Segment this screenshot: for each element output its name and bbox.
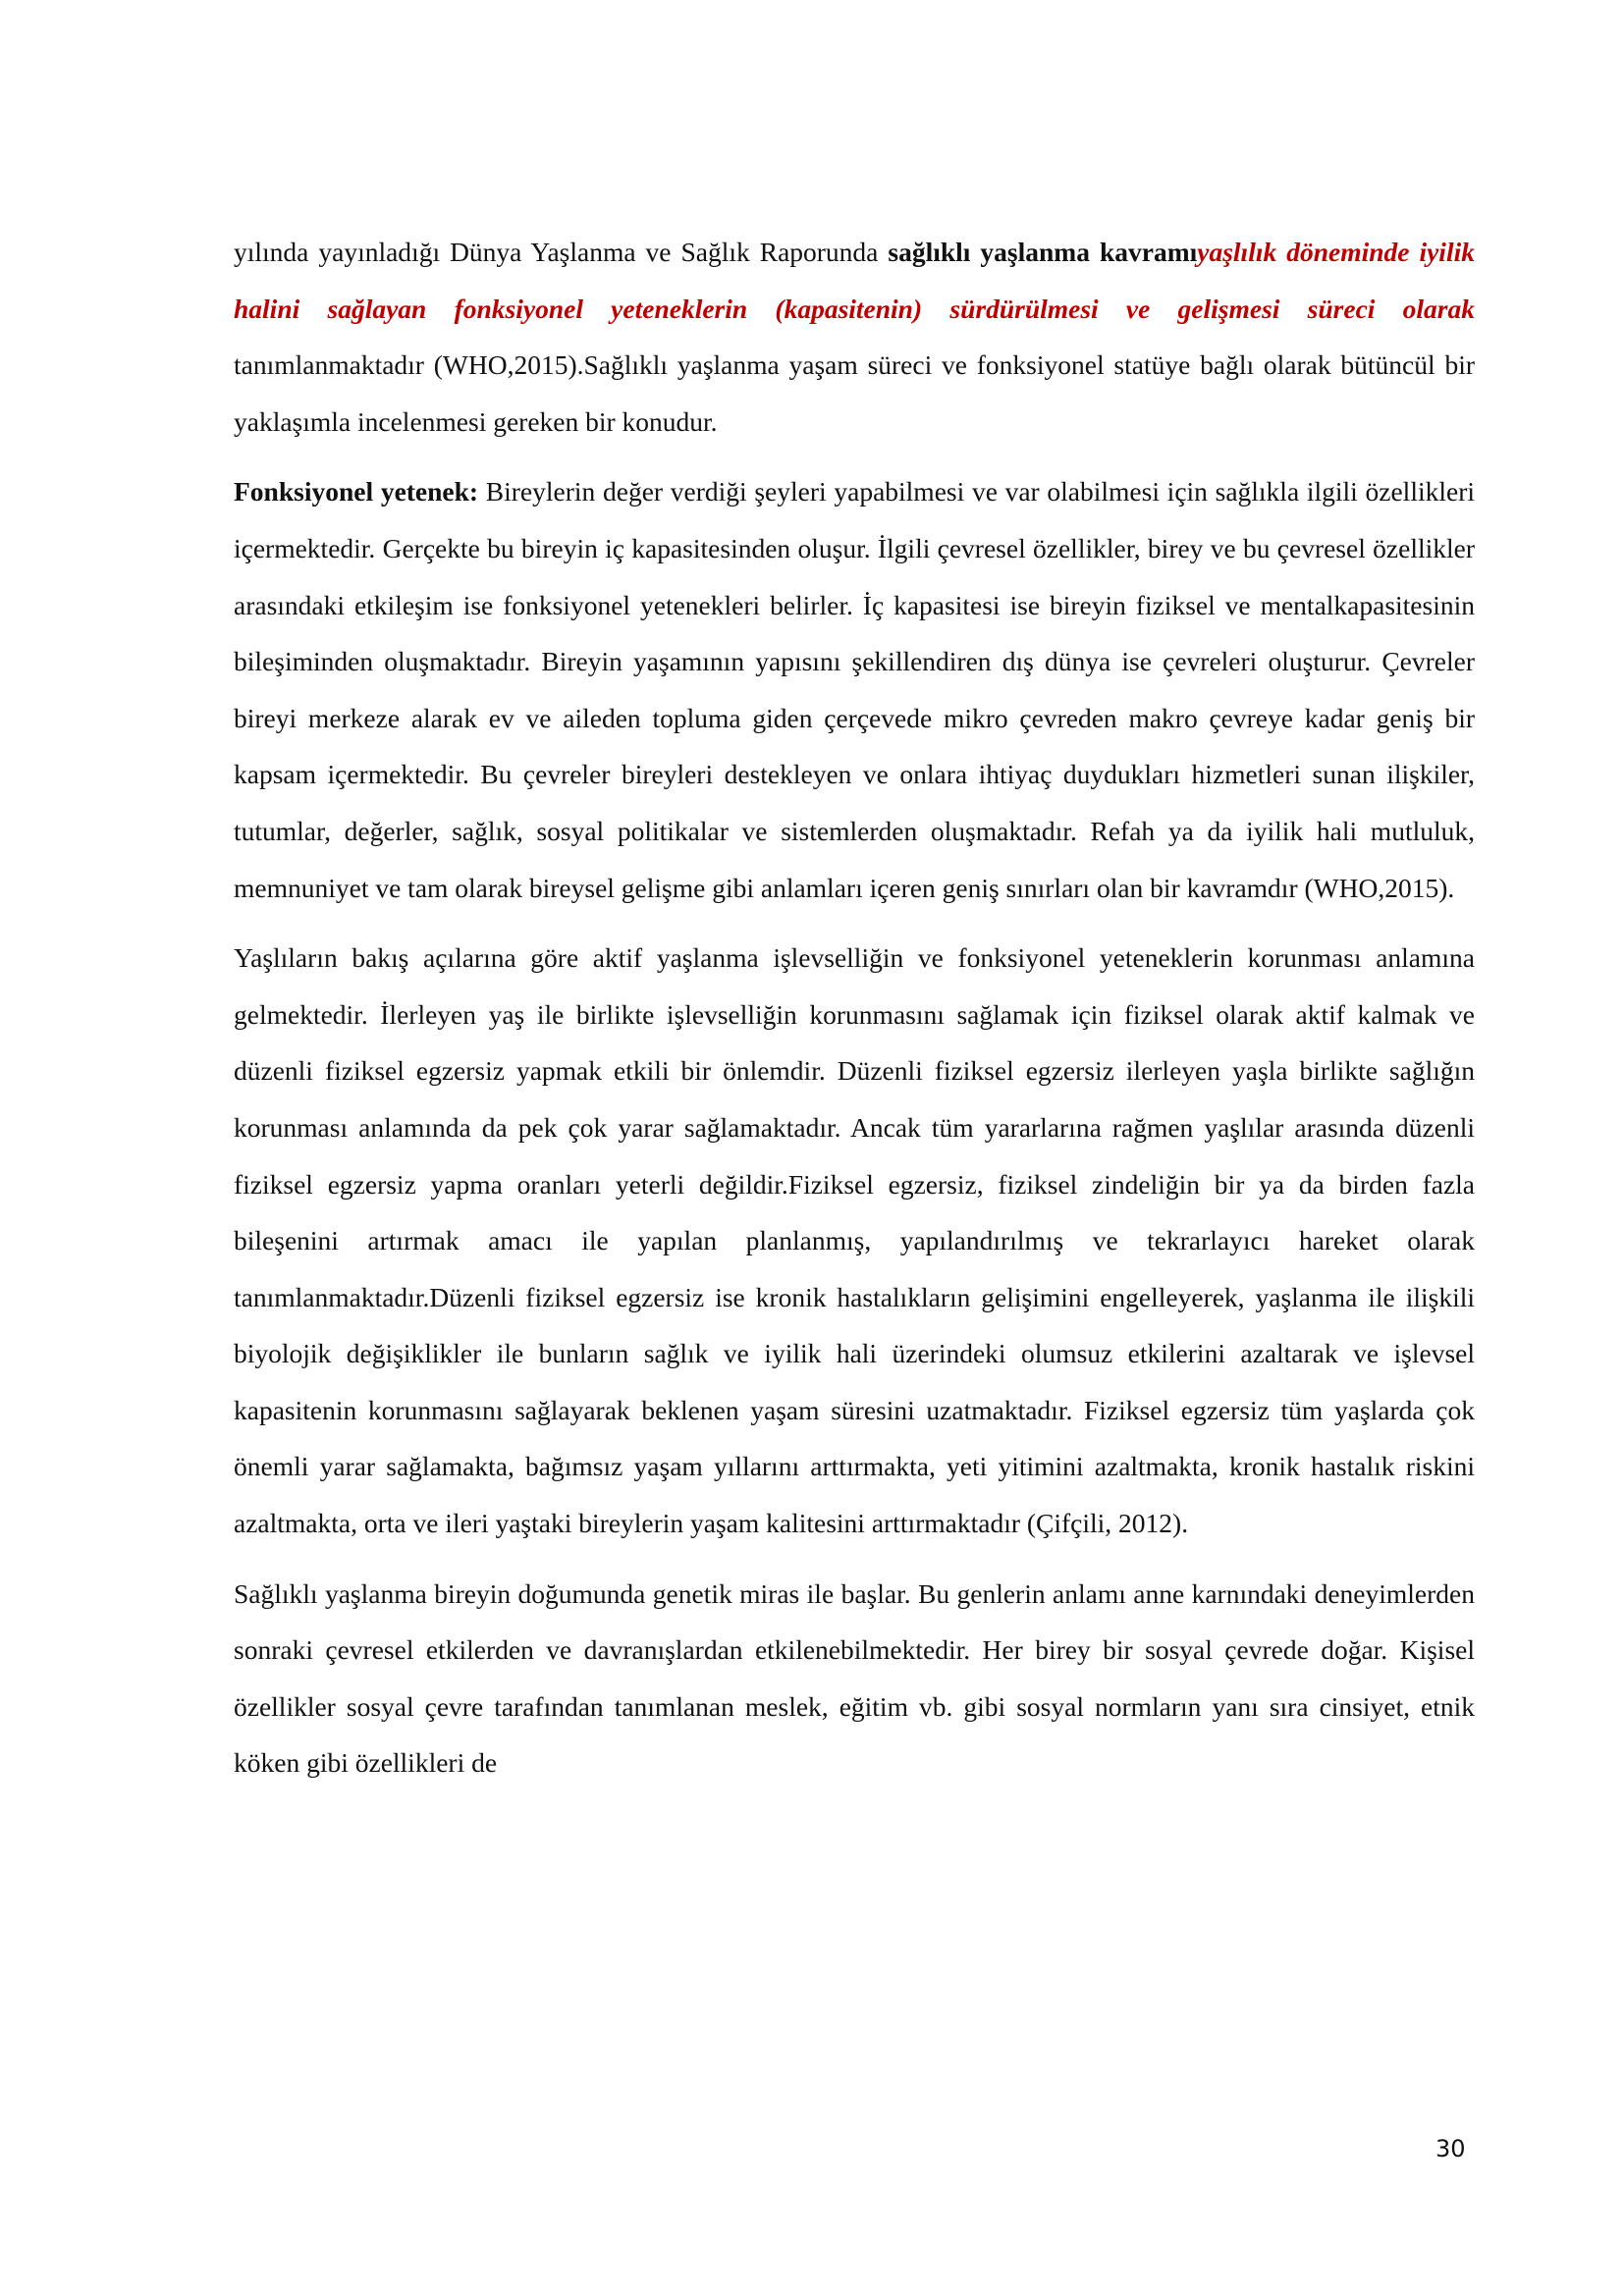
- text-segment: tanımlanmaktadır (WHO,2015).Sağlıklı yaşlanma yaşam süreci ve fonksiyonel statüye bağlı olarak bütüncül bir yaklaşımla incelenmesi gereken bir konudur.: [234, 349, 1475, 437]
- text-segment: Sağlıklı yaşlanma bireyin doğumunda genetik miras ile başlar. Bu genlerin anlamı anne karnındaki deneyimlerden sonraki çevresel etkilerden ve davranışlardan etkilenebilmektedir. Her birey bir sosyal çevrede doğar. Kişisel özellikler sosyal çevre tarafından tanımlanan meslek, eğitim vb. gibi sosyal normların yanı sıra cinsiyet, etnik köken gibi özellikleri de: [234, 1577, 1475, 1779]
- text-segment: Yaşlıların bakış açılarına göre aktif yaşlanma işlevselliğin ve fonksiyonel yeteneklerin korunması anlamına gelmektedir. İlerleyen yaş ile birlikte işlevselliğin korunmasını sağlamak için fiziksel olarak aktif kalmak ve düzenli fiziksel egzersiz yapmak etkili bir önlemdir. Düzenli fiziksel egzersiz ilerleyen yaşla birlikte sağlığın korunması anlamında da pek çok yarar sağlamaktadır. Ancak tüm yararlarına rağmen yaşlılar arasında düzenli fiziksel egzersiz yapma oranları yeterli değildir.Fiziksel egzersiz, fiziksel zindeliğin bir ya da birden fazla bileşenini artırmak amacı ile yapılan planlanmış, yapılandırılmış ve tekrarlayıcı hareket olarak tanımlanmaktadır.Düzenli fiziksel egzersiz ise kronik hastalıkların gelişimini engelleyerek, yaşlanma ile ilişkili biyolojik değişiklikler ile bunların sağlık ve iyilik hali üzerindeki olumsuz etkilerini azaltarak ve işlevsel kapasitenin korunmasını sağlayarak beklenen yaşam süresini uzatmaktadır. Fiziksel egzersiz tüm yaşlarda çok önemli yarar sağlamakta, bağımsız yaşam yıllarını arttırmakta, yeti yitimini azaltmakta, kronik hastalık riskini azaltmakta, orta ve ileri yaştaki bireylerin yaşam kalitesini arttırmaktadır (Çifçili, 2012).: [234, 942, 1475, 1539]
- page-number: 30: [1435, 2135, 1466, 2163]
- document-body: [234, 224, 1475, 1805]
- text-segment: yılında yayınladığı Dünya Yaşlanma ve Sağlık Raporunda: [234, 237, 889, 267]
- text-segment: Bireylerin değer verdiği şeyleri yapabilmesi ve var olabilmesi için sağlıkla ilgili özellikleri içermektedir. Gerçekte bu bireyin iç kapasitesinden oluşur. İlgili çevresel özellikler, birey ve bu çevresel özellikler arasındaki etkileşim ise fonksiyonel yetenekleri belirler. İç kapasitesi ise bireyin fiziksel ve mentalkapasitesinin bileşiminden oluşmaktadır. Bireyin yaşamının yapısını şekillendiren dış dünya ise çevreleri oluşturur. Çevreler bireyi merkeze alarak ev ve aileden topluma giden çerçevede mikro çevreden makro çevreye kadar geniş bir kapsam içermektedir. Bu çevreler bireyleri destekleyen ve onlara ihtiyaç duydukları hizmetleri sunan ilişkiler, tutumlar, değerler, sağlık, sosyal politikalar ve sistemlerden oluşmaktadır. Refah ya da iyilik hali mutluluk, memnuniyet ve tam olarak bireysel gelişme gibi anlamları içeren geniş sınırları olan bir kavramdır (WHO,2015).: [234, 476, 1475, 903]
- paragraph-functional-ability: [234, 463, 1475, 916]
- paragraph-active-aging-exercise: [234, 930, 1475, 1552]
- highlighted-definition: yaşlılık döneminde iyilik halini sağlayan fonksiyonel yeteneklerin (kapasitenin) sürdürülmesi ve gelişmesi süreci olarak: [234, 237, 1475, 324]
- paragraph-genetic-social-environment: [234, 1566, 1475, 1791]
- bold-term-functional-ability: Fonksiyonel yetenek:: [234, 476, 479, 507]
- bold-term-healthy-aging: sağlıklı yaşlanma kavramı: [888, 237, 1198, 267]
- paragraph-healthy-aging-definition: [234, 224, 1475, 450]
